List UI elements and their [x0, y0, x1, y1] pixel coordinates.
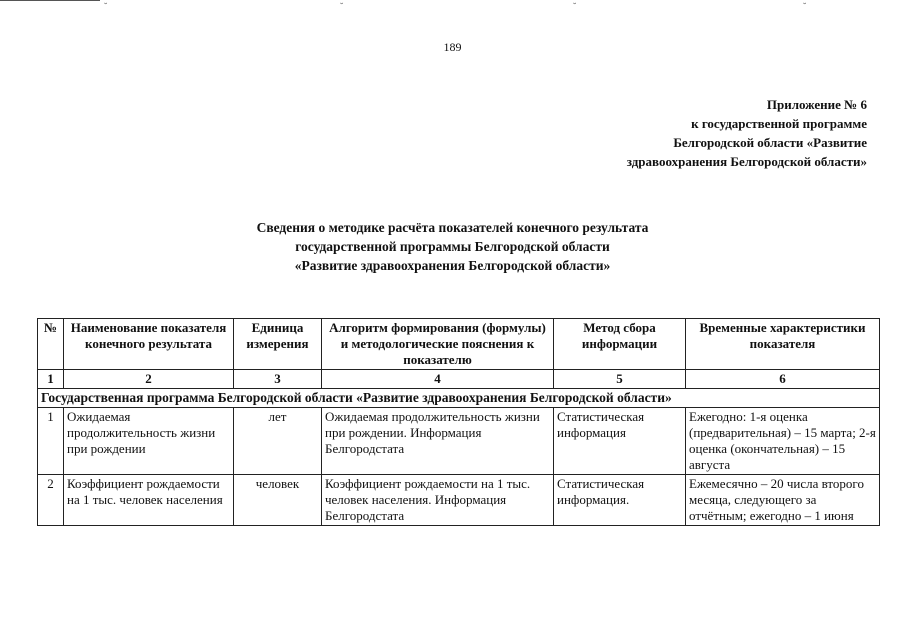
appendix-heading — [627, 95, 867, 171]
appendix-line: Приложение № 6 — [766, 97, 867, 112]
column-number: 1 — [38, 370, 64, 389]
header-number: № — [38, 319, 64, 370]
scan-mark: ˘ — [104, 2, 108, 13]
title-line: государственной программы Белгородской области — [295, 239, 610, 254]
top-edge-rule — [0, 0, 100, 1]
column-number: 2 — [64, 370, 234, 389]
row-number: 1 — [38, 408, 64, 475]
indicator-timing: Ежемесячно – 20 числа второго месяца, следующего за отчётным; ежегодно – 1 июня — [686, 475, 880, 526]
indicator-algorithm: Коэффициент рождаемости на 1 тыс. человек населения. Информация Белгородстата — [322, 475, 554, 526]
column-number: 5 — [554, 370, 686, 389]
section-title: Государственная программа Белгородской области «Развитие здравоохранения Белгородской области» — [38, 389, 880, 408]
indicator-method: Статистическая информация — [554, 408, 686, 475]
indicators-table — [37, 318, 880, 526]
header-row — [38, 319, 880, 370]
scan-mark: ˘ — [340, 2, 344, 13]
indicator-unit: лет — [234, 408, 322, 475]
page-number: 189 — [443, 40, 462, 54]
header-method: Метод сбора информации — [554, 319, 686, 370]
scan-mark: ˘ — [573, 2, 577, 13]
column-number: 4 — [322, 370, 554, 389]
indicator-unit: человек — [234, 475, 322, 526]
column-number: 6 — [686, 370, 880, 389]
indicator-name: Ожидаемая продолжительность жизни при рождении — [64, 408, 234, 475]
indicator-algorithm: Ожидаемая продолжительность жизни при рождении. Информация Белгородстата — [322, 408, 554, 475]
appendix-line: Белгородской области «Развитие — [673, 135, 867, 150]
table-row — [38, 408, 880, 475]
header-timing: Временные характеристики показателя — [686, 319, 880, 370]
column-number: 3 — [234, 370, 322, 389]
table-row — [38, 475, 880, 526]
header-algorithm: Алгоритм формирования (формулы) и методологические пояснения к показателю — [322, 319, 554, 370]
header-indicator-name: Наименование показателя конечного результата — [64, 319, 234, 370]
indicator-timing: Ежегодно: 1-я оценка (предварительная) – 15 марта; 2-я оценка (окончательная) – 15 августа — [686, 408, 880, 475]
appendix-line: здравоохранения Белгородской области» — [626, 154, 867, 169]
title-line: Сведения о методике расчёта показателей конечного результата — [256, 220, 649, 235]
header-unit: Единица измерения — [234, 319, 322, 370]
indicator-name: Коэффициент рождаемости на 1 тыс. человек населения — [64, 475, 234, 526]
appendix-line: к государственной программе — [691, 116, 867, 131]
column-number-row — [38, 370, 880, 389]
scan-mark: ˘ — [803, 2, 807, 13]
title-line: «Развитие здравоохранения Белгородской области» — [294, 258, 611, 273]
indicator-method: Статистическая информация. — [554, 475, 686, 526]
document-title — [0, 218, 905, 275]
section-row — [38, 389, 880, 408]
row-number: 2 — [38, 475, 64, 526]
